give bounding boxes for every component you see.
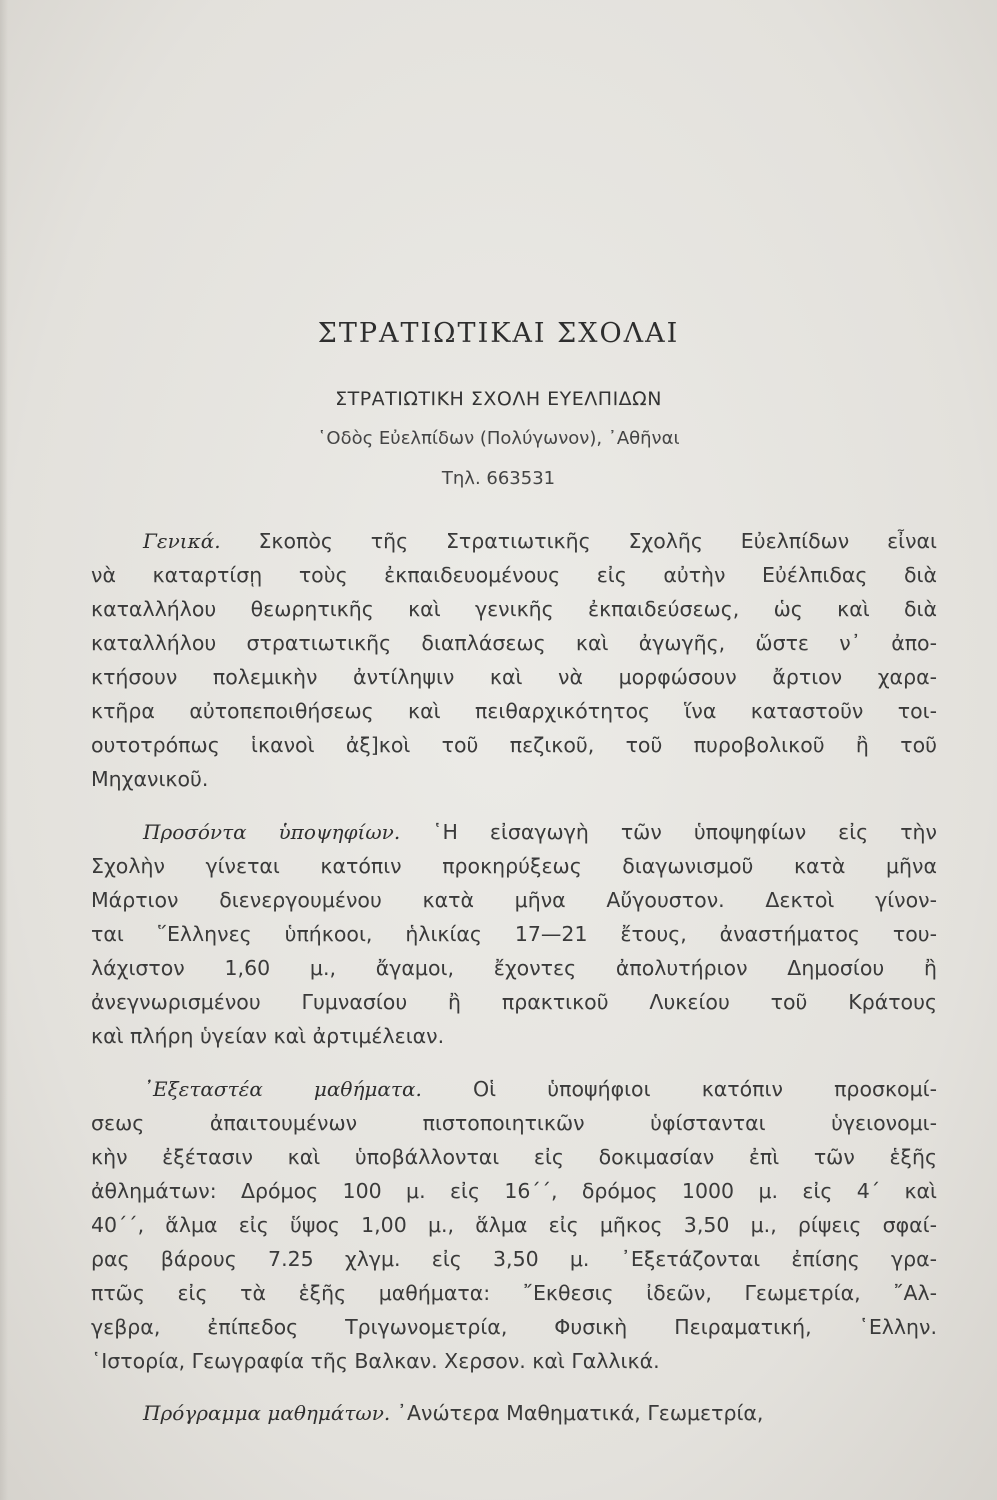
line-text: ῾Η εἰσαγωγὴ τῶν ὑποψηφίων εἰς τὴν (432, 820, 938, 844)
paragraph-line: ται ῞Ελληνες ὑπήκοοι, ἡλικίας 17—21 ἔτους, ἀναστήματος του- (91, 922, 937, 946)
school-phone: Τηλ. 663531 (441, 468, 556, 489)
line-text: Σκοπὸς τῆς Στρατιωτικῆς Σχολῆς Εὐελπίδων εἶναι (258, 529, 937, 553)
paragraph-line: 40΄΄, ἅλμα εἰς ὕψος 1,00 μ., ἅλμα εἰς μῆκος 3,50 μ., ρίψεις σφαί- (91, 1213, 937, 1237)
paragraph-line: Μάρτιον διενεργουμένου κατὰ μῆνα Αὔγουστον. Δεκτοὶ γίνον- (91, 888, 937, 912)
section-heading: Γενικά. (143, 529, 221, 553)
paragraph-line: σεως ἀπαιτουμένων πιστοποιητικῶν ὑφίστανται ὑγειονομι- (91, 1111, 937, 1135)
paragraph-line: καταλλήλου θεωρητικῆς καὶ γενικῆς ἐκπαιδεύσεως, ὡς καὶ διὰ (91, 597, 937, 621)
section-program (91, 1396, 937, 1430)
paragraph-line: κτήσουν πολεμικὴν ἀντίληψιν καὶ νὰ μορφώσουν ἄρτιον χαρα- (91, 665, 937, 689)
line-text: Οἱ ὑποψήφιοι κατόπιν προσκομί- (473, 1077, 937, 1101)
page-title: ΣΤΡΑΤΙΩΤΙΚΑΙ ΣΧΟΛΑΙ (317, 318, 680, 349)
paragraph-line (91, 1396, 937, 1430)
school-address: ῾Οδὸς Εὐελπίδων (Πολύγωνον), ᾿Αθῆναι (317, 428, 680, 449)
paragraph-line (91, 815, 937, 849)
paragraph-line (91, 1072, 937, 1106)
paragraph-line: Μηχανικοῦ. (91, 767, 209, 791)
paragraph-line: λάχιστον 1,60 μ., ἄγαμοι, ἔχοντες ἀπολυτήριον Δημοσίου ἢ (91, 956, 937, 980)
paragraph-line: ρας βάρους 7.25 χλγμ. εἰς 3,50 μ. ᾿Εξετάζονται ἐπίσης γρα- (91, 1247, 937, 1271)
school-name: ΣΤΡΑΤΙΩΤΙΚΗ ΣΧΟΛΗ ΕΥΕΛΠΙΔΩΝ (335, 388, 662, 410)
paragraph-line: νὰ καταρτίσῃ τοὺς ἐκπαιδευομένους εἰς αὐτὴν Εὐέλπιδας διὰ (91, 563, 937, 587)
section-heading: ᾿Εξεταστέα μαθήματα. (143, 1077, 422, 1101)
paragraph-line: ουτοτρόπως ἱκανοὶ ἀξ]κοὶ τοῦ πεζικοῦ, τοῦ πυροβολικοῦ ἢ τοῦ (91, 733, 937, 757)
paragraph-line: ῾Ιστορία, Γεωγραφία τῆς Βαλκαν. Χερσον. καὶ Γαλλικά. (91, 1349, 660, 1373)
page-edge-shadow (0, 0, 8, 1500)
section-heading: Προσόντα ὑποψηφίων. (143, 820, 401, 844)
section-exams (91, 1072, 937, 1378)
paragraph-line: Σχολὴν γίνεται κατόπιν προκηρύξεως διαγωνισμοῦ κατὰ μῆνα (91, 854, 937, 878)
paragraph-line: ἀθλημάτων: Δρόμος 100 μ. εἰς 16΄΄, δρόμος 1000 μ. εἰς 4΄ καὶ (91, 1179, 937, 1203)
paragraph-line: καὶ πλήρη ὑγείαν καὶ ἀρτιμέλειαν. (91, 1024, 445, 1048)
paragraph-line: κτῆρα αὐτοπεποιθήσεως καὶ πειθαρχικότητος ἵνα καταστοῦν τοι- (91, 699, 937, 723)
section-general (91, 524, 937, 796)
section-heading: Πρόγραμμα μαθημάτων. (143, 1401, 391, 1425)
paragraph-line: πτῶς εἰς τὰ ἑξῆς μαθήματα: ῎Εκθεσις ἰδεῶν, Γεωμετρία, ῎Αλ- (91, 1281, 937, 1305)
paragraph-line: καταλλήλου στρατιωτικῆς διαπλάσεως καὶ ἀγωγῆς, ὥστε ν᾽ ἀπο- (91, 631, 937, 655)
line-text: ᾿Ανώτερα Μαθηματικά, Γεωμετρία, (396, 1401, 764, 1425)
paragraph-line: γεβρα, ἐπίπεδος Τριγωνομετρία, Φυσικὴ Πειραματική, ῾Ελλην. (91, 1315, 937, 1339)
section-qualifications (91, 815, 937, 1053)
paragraph-line: κὴν ἐξέτασιν καὶ ὑποβάλλονται εἰς δοκιμασίαν ἐπὶ τῶν ἑξῆς (91, 1145, 937, 1169)
paragraph-line (91, 524, 937, 558)
paragraph-line: ἀνεγνωρισμένου Γυμνασίου ἢ πρακτικοῦ Λυκείου τοῦ Κράτους (91, 990, 937, 1014)
